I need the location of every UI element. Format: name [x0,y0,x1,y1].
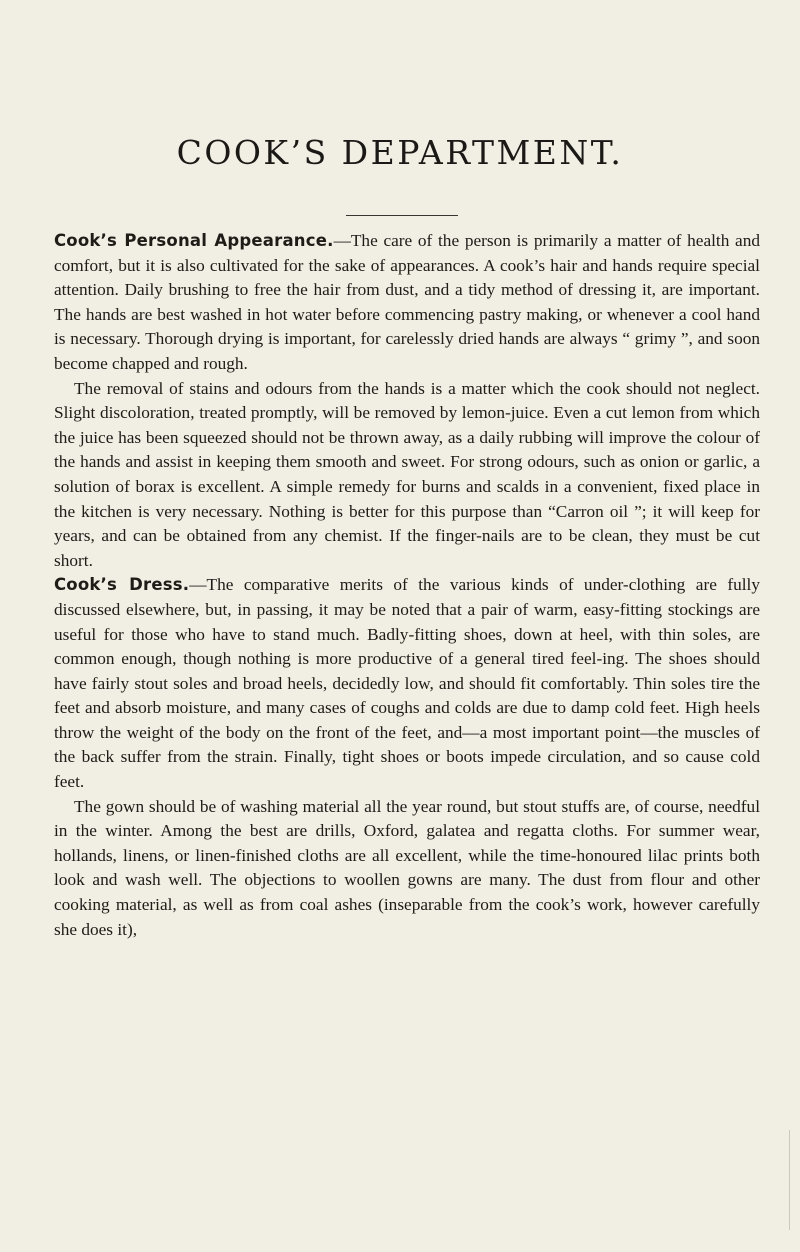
page-edge-line [789,1130,790,1230]
section-heading-dress: Cook’s Dress. [54,575,190,595]
paragraph-cooks-dress [54,573,760,794]
body-text [54,229,760,942]
page-title: COOK’S DEPARTMENT. [176,133,624,172]
section-heading-appearance: Cook’s Personal Appearance. [54,231,334,250]
paragraph-text: The comparative merits of the various kinds of under-clothing are fully discussed elsewhere, but, in passing, it may be noted that a pair of warm, easy-fitting stockings are useful for those who have to stand much. Badly-fitting shoes, down at heel, with thin soles, are common enough, though nothing is more productive of a general tired feel-ing. The shoes should have fairly stout soles and broad heels, decidedly low, and should fit comfortably. Thin soles tire the feet and absorb moisture, and many cases of coughs and colds are due to damp cold feet. High heels throw the weight of the body on the front of the feet, and—a most important point—the muscles of the back suffer from the strain. Finally, tight shoes or boots impede circulation, and so cause cold feet. [54,575,760,792]
paragraph-personal-appearance [54,229,760,377]
paragraph-text: The removal of stains and odours from the hands is a matter which the cook should not neglect. Slight discoloration, treated promptly, will be removed by lemon-juice. Even a cut lemon from which the juice has been squeezed should not be thrown away, as a daily rubbing will improve the colour of the hands and assist in keeping them smooth and sweet. For strong odours, such as onion or garlic, a solution of borax is excellent. A simple remedy for burns and scalds in a convenient, fixed place in the kitchen is very necessary. Nothing is better for this purpose than “Carron oil ”; it will keep for years, and can be obtained from any chemist. If the finger-nails are to be clean, they must be cut short. [54,378,760,570]
heading-dash: — [333,231,351,250]
paragraph-stains [54,377,760,574]
heading-dash: — [189,575,207,595]
paragraph-gown [54,795,760,943]
paragraph-text: The gown should be of washing material all the year round, but stout stuffs are, of course, needful in the winter. Among the best are drills, Oxford, galatea and regatta cloths. For summer wear, hollands, linens, or linen-finished cloths are all excellent, while the time-honoured lilac prints both look and wash well. The objections to woollen gowns are many. The dust from flour and other cooking material, as well as from coal ashes (inseparable from the cook’s work, however carefully she does it), [54,796,760,939]
title-divider [346,215,458,216]
paragraph-text: The care of the person is primarily a matter of health and comfort, but it is also cultivated for the sake of appearances. A cook’s hair and hands require special attention. Daily brushing to free the hair from dust, and a tidy method of dressing it, are important. The hands are best washed in hot water before commencing pastry making, or whenever a cool hand is necessary. Thorough drying is important, for carelessly dried hands are always “ grimy ”, and soon become chapped and rough. [54,231,761,373]
